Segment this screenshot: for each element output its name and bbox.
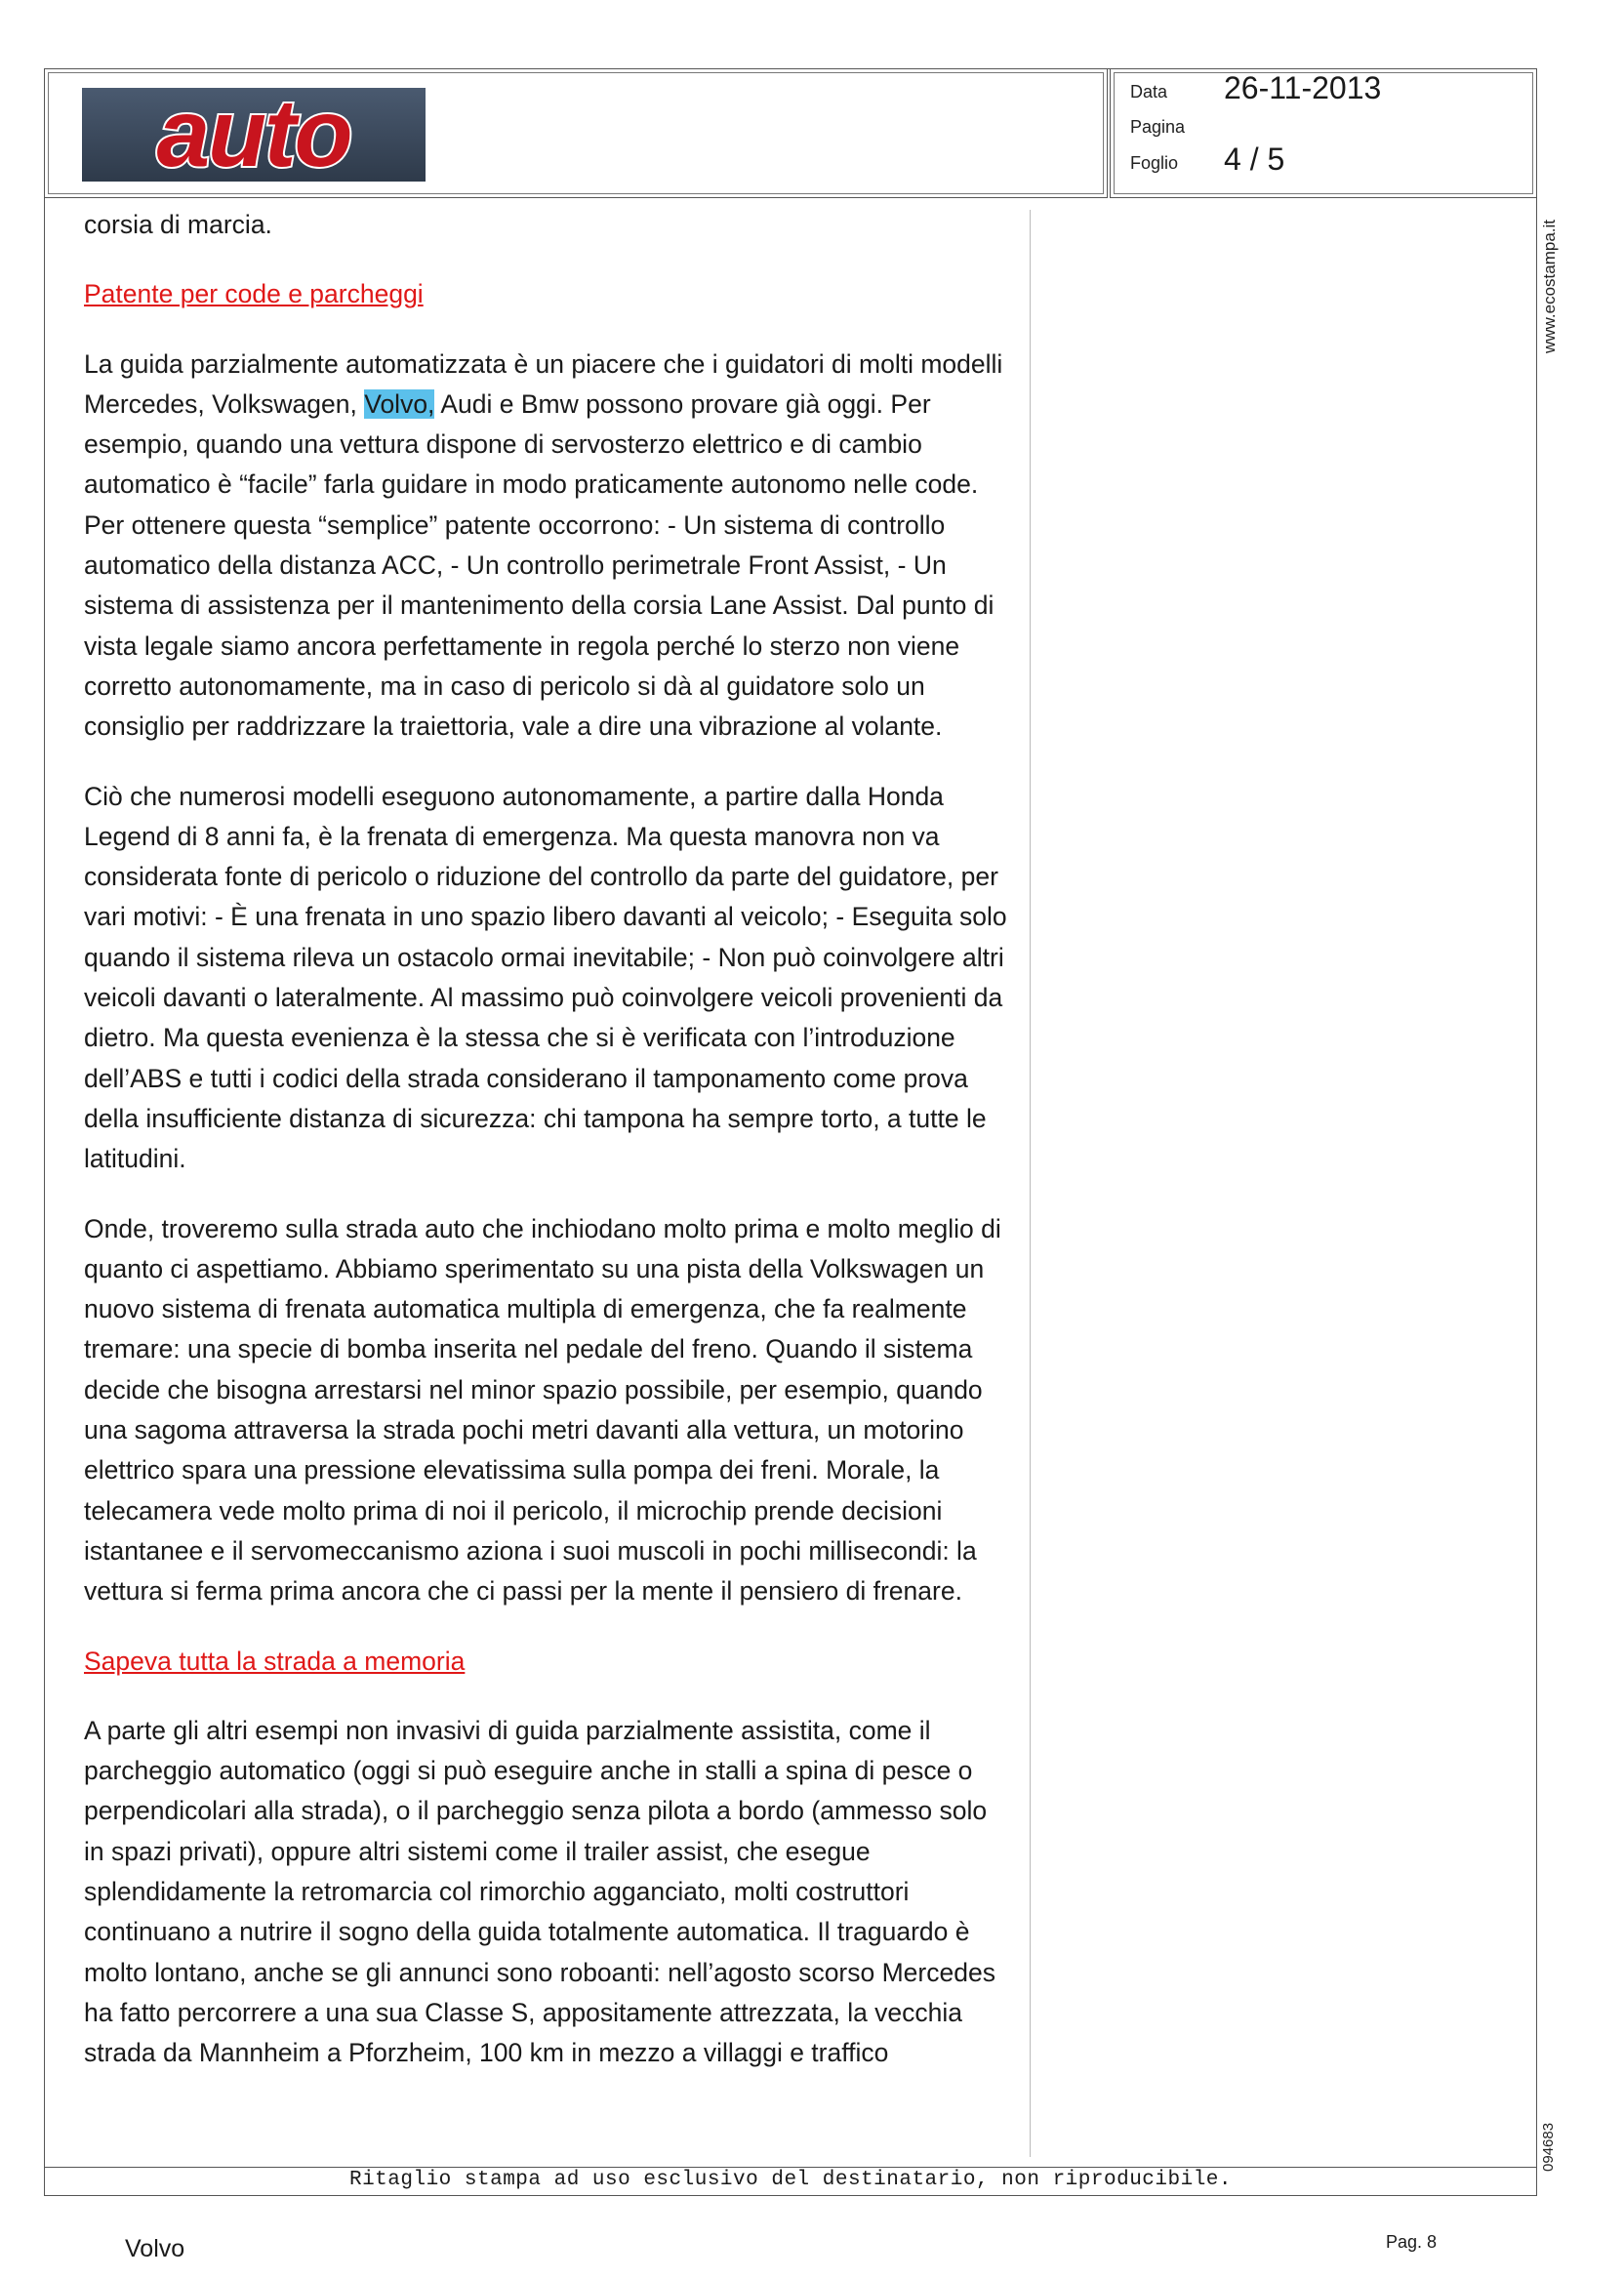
- paragraph-text: La guida parzialmente automatizzata è un piacere che i guidatori di molti modelli Mercedes, Volkswagen,: [84, 348, 1003, 419]
- article-paragraph: [84, 345, 1011, 748]
- article-paragraph: corsia di marcia.: [84, 210, 272, 239]
- article-body: [84, 205, 1011, 2073]
- data-value: 26-11-2013: [1224, 70, 1382, 105]
- data-label: Data: [1130, 82, 1168, 102]
- foglio-value: 4 / 5: [1224, 142, 1285, 177]
- keyword-label: Volvo: [125, 2235, 185, 2262]
- column-divider: [1030, 210, 1031, 2157]
- auto-logo: [82, 88, 426, 182]
- clipping-code: 094683: [1540, 2122, 1557, 2172]
- footer-disclaimer: Ritaglio stampa ad uso esclusivo del destinatario, non riproducibile.: [348, 2169, 1233, 2191]
- foglio-label: Foglio: [1130, 153, 1179, 173]
- page-number: Pag. 8: [1386, 2232, 1438, 2252]
- section-heading-patente[interactable]: Patente per code e parcheggi: [84, 279, 424, 309]
- pagina-label: Pagina: [1130, 117, 1186, 137]
- article-paragraph: A parte gli altri esempi non invasivi di guida parzialmente assistita, come il parcheggio automatico (oggi si può eseguire anche in stalli a spina di pesce o perpendicolari alla strada), o il parcheggio senza pilota a bordo (ammesso solo in spazi privati), oppure altri sistemi come il trailer assist, che esegue splendidamente la retromarcia col rimorchio agganciato, molti costruttori continuano a nutrire il sogno della guida totalmente automatica. Il traguardo è molto lontano, anche se gli annunci sono roboanti: nell’agosto scorso Mercedes ha fatto percorrere a una sua Classe S, appositamente attrezzata, la vecchia strada da Mannheim a Pforzheim, 100 km in mezzo a villaggi e traffico: [84, 1715, 995, 2068]
- highlighted-keyword: Volvo,: [364, 388, 435, 419]
- logo-text: auto: [156, 88, 351, 182]
- article-paragraph: Onde, troveremo sulla strada auto che inchiodano molto prima e molto meglio di quanto ci aspettiamo. Abbiamo sperimentato su una pista della Volkswagen un nuovo sistema di frenata automatica multipla di emergenza, che fa realmente tremare: una specie di bomba inserita nel pedale del freno. Quando il sistema decide che bisogna arrestarsi nel minor spazio possibile, per esempio, quando una sagoma attraversa la strada pochi metri davanti alla vettura, un motorino elettrico spara una pressione elevatissima sulla pompa dei freni. Morale, la telecamera vede molto prima di noi il pericolo, il microchip prende decisioni istantanee e il servomeccanismo aziona i suoi muscoli in pochi millisecondi: la vettura si ferma prima ancora che ci passi per la mente il pensiero di frenare.: [84, 1213, 1001, 1607]
- paragraph-text: Audi e Bmw possono provare già oggi. Per esempio, quando una vettura dispone di servosterzo elettrico e di cambio automatico è “facile” farla guidare in modo praticamente autonomo nelle code. Per ottenere questa “semplice” patente occorrono: - Un sistema di controllo automatico della distanza ACC, - Un controllo perimetrale Front Assist, - Un sistema di assistenza per il mantenimento della corsia Lane Assist. Dal punto di vista legale siamo ancora perfettamente in regola perché lo sterzo non viene corretto autonomamente, ma in caso di pericolo si dà al guidatore solo un consiglio per raddrizzare la traiettoria, vale a dire una vibrazione al volante.: [84, 388, 995, 742]
- ecostampa-site: www.ecostampa.it: [1540, 220, 1559, 353]
- article-paragraph: Ciò che numerosi modelli eseguono autonomamente, a partire dalla Honda Legend di 8 anni fa, è la frenata di emergenza. Ma questa manovra non va considerata fonte di pericolo o riduzione del controllo da parte del guidatore, per vari motivi: - È una frenata in uno spazio libero davanti al veicolo; - Eseguita solo quando il sistema rileva un ostacolo ormai inevitabile; - Non può coinvolgere altri veicoli davanti o lateralmente. Al massimo può coinvolgere veicoli provenienti da dietro. Ma questa evenienza è la stessa che si è verificata con l’introduzione dell’ABS e tutti i codici della strada considerano il tamponamento come prova della insufficiente distanza di sicurezza: chi tampona ha sempre torto, a tutte le latitudini.: [84, 781, 1007, 1174]
- section-heading-sapeva[interactable]: Sapeva tutta la strada a memoria: [84, 1646, 466, 1676]
